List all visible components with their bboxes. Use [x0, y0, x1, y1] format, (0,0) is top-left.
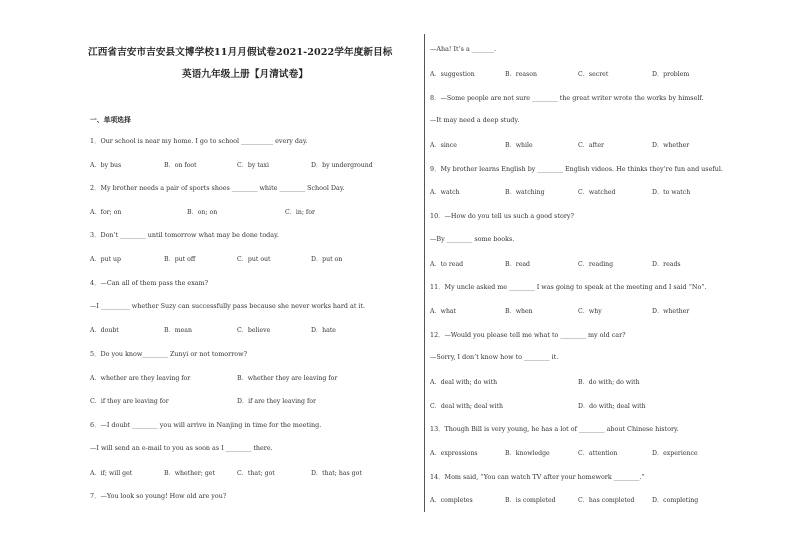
- option: D．that; has got: [311, 470, 362, 477]
- question-text: 14．Mom said, “You can watch TV after your homework ________.”: [430, 473, 645, 481]
- question-text: 9．My brother learns English by ________ English videos. He thinks they’re fun and useful.: [430, 165, 723, 173]
- option: C．deal with; deal with: [430, 403, 503, 410]
- column-divider: [424, 34, 425, 512]
- section-heading: 一、单项选择: [90, 116, 131, 124]
- option: B．watching: [505, 189, 545, 196]
- option: C．by taxi: [237, 162, 269, 169]
- option: A．doubt: [90, 327, 119, 334]
- question-text: 5．Do you know________ Zunyi or not tomorrow?: [90, 350, 247, 358]
- option: C．attention: [578, 450, 618, 457]
- question-text: 12．—Would you please tell me what to ________ my old car?: [430, 331, 626, 339]
- option: A．by bus: [90, 162, 122, 169]
- option: A．put up: [90, 256, 122, 263]
- question-text: 13．Though Bill is very young, he has a lot of ________ about Chinese history.: [430, 425, 679, 433]
- question-text: 6．—I doubt ________ you will arrive in Nanjing in time for the meeting.: [90, 421, 322, 429]
- right-column: [426, 0, 794, 550]
- question-text: —It may need a deep study.: [430, 116, 520, 124]
- option: A．since: [430, 142, 457, 149]
- option: C．reading: [578, 261, 614, 268]
- option: B．while: [505, 142, 533, 149]
- option: C．has completed: [578, 497, 635, 504]
- option: B．whether; get: [164, 470, 215, 477]
- option: C．watched: [578, 189, 616, 196]
- doc-title-line-2: 英语九年级上册【月清试卷】: [182, 69, 309, 80]
- question-text: 3．Don’t ________ until tomorrow what may be done today.: [90, 231, 279, 239]
- option: B．put off: [164, 256, 196, 263]
- option: C．after: [578, 142, 605, 149]
- option: D．do with; deal with: [578, 403, 646, 410]
- option: C．that; got: [237, 470, 275, 477]
- question-text: 4．—Can all of them pass the exam?: [90, 279, 209, 287]
- option: B．reason: [505, 71, 537, 78]
- option: A．suggestion: [430, 71, 475, 78]
- option: A．to read: [430, 261, 464, 268]
- question-text: —Aha! It’s a _______.: [430, 45, 497, 53]
- option: C．if they are leaving for: [90, 398, 169, 405]
- option: D．put on: [311, 256, 343, 263]
- question-text: —Sorry, I don’t know how to ________ it.: [430, 353, 559, 361]
- question-text: 8．—Some people are not sure ________ the great writer wrote the works by himself.: [430, 94, 704, 102]
- option: D．completing: [652, 497, 699, 504]
- question-text: 10．—How do you tell us such a good story?: [430, 212, 574, 220]
- question-text: —I _________ whether Suzy can successfully pass because she never works hard at it.: [90, 302, 366, 310]
- option: A．watch: [430, 189, 460, 196]
- option: B．read: [505, 261, 531, 268]
- option: A．whether are they leaving for: [90, 375, 191, 382]
- option: B．on foot: [164, 162, 197, 169]
- option: A．completes: [430, 497, 473, 504]
- option: B．when: [505, 308, 533, 315]
- question-text: —I will send an e-mail to you as soon as I ________ there.: [90, 444, 273, 452]
- option: D．whether: [652, 142, 690, 149]
- option: D．problem: [652, 71, 690, 78]
- option: B．whether they are leaving for: [237, 375, 338, 382]
- option: C．secret: [578, 71, 609, 78]
- option: A．expressions: [430, 450, 478, 457]
- option: D．by underground: [311, 162, 373, 169]
- doc-title-line-1: 江西省吉安市吉安县文博学校11月月假试卷2021-2022学年度新目标: [88, 47, 393, 58]
- option: C．believe: [237, 327, 271, 334]
- option: A．what: [430, 308, 457, 315]
- option: B．is completed: [505, 497, 556, 504]
- option: B．on; on: [187, 209, 218, 216]
- option: D．experience: [652, 450, 698, 457]
- option: D．hate: [311, 327, 336, 334]
- option: D．to watch: [652, 189, 691, 196]
- option: B．do with; do with: [578, 379, 640, 386]
- option: C．put out: [237, 256, 271, 263]
- question-text: 7．—You look so young! How old are you?: [90, 492, 227, 500]
- option: B．knowledge: [505, 450, 550, 457]
- option: D．if are they leaving for: [237, 398, 316, 405]
- option: D．reads: [652, 261, 681, 268]
- option: A．deal with; do with: [430, 379, 498, 386]
- option: C．in; for: [285, 209, 315, 216]
- question-text: 2．My brother needs a pair of sports shoes ________ white ________ School Day.: [90, 184, 345, 192]
- option: A．for; on: [90, 209, 122, 216]
- option: B．mean: [164, 327, 192, 334]
- option: A．if; will get: [90, 470, 133, 477]
- question-text: 11．My uncle asked me ________ I was going to speak at the meeting and I said “No”.: [430, 283, 707, 291]
- question-text: —By ________ some books.: [430, 235, 515, 243]
- question-text: 1．Our school is near my home. I go to school __________ every day.: [90, 137, 308, 145]
- option: D．whether: [652, 308, 690, 315]
- option: C．why: [578, 308, 602, 315]
